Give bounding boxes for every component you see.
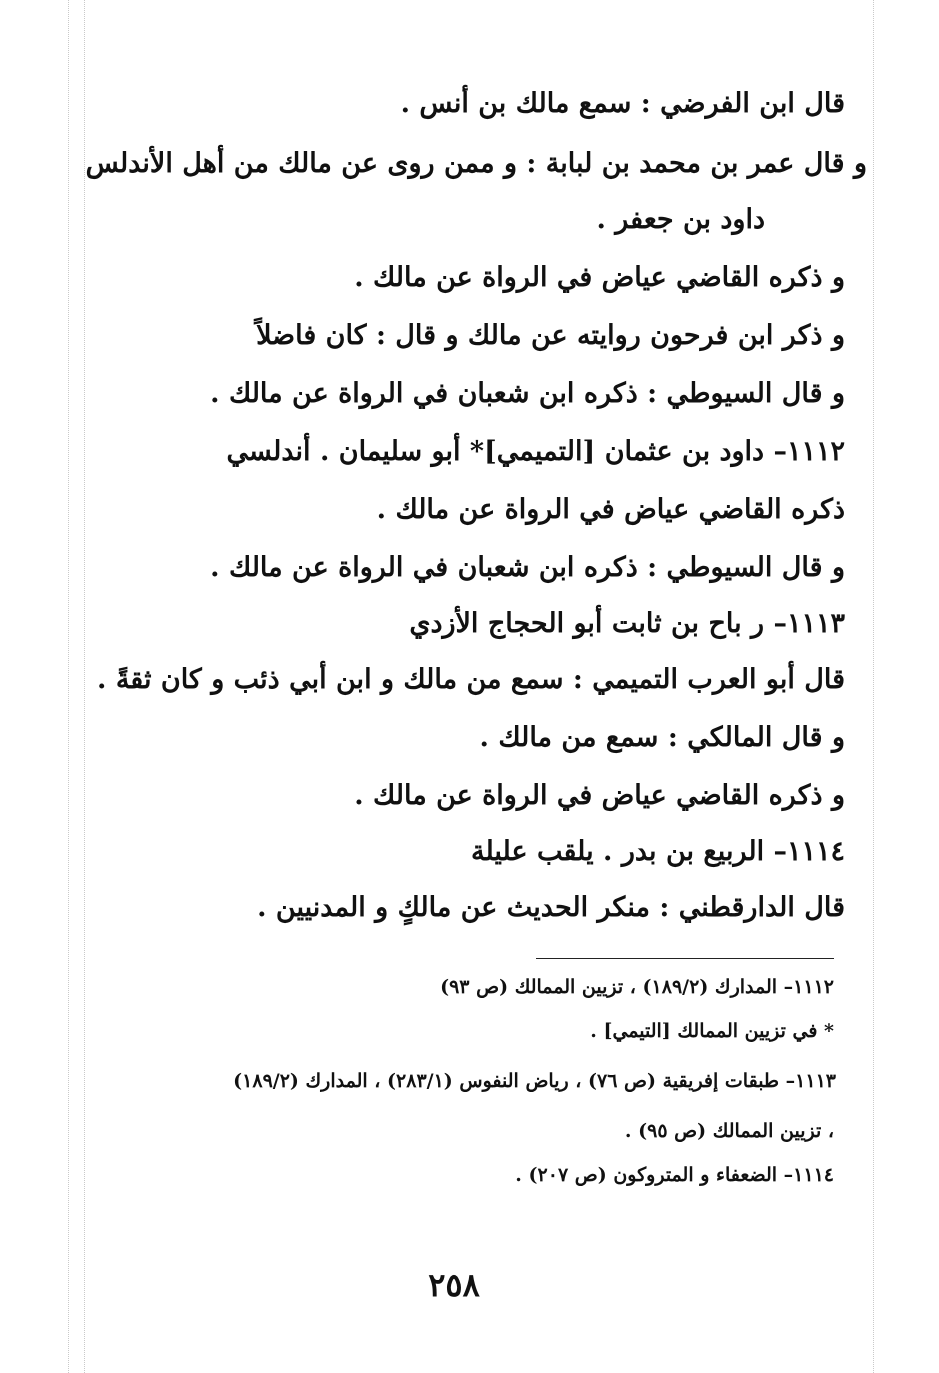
body-line: قال أبو العرب التميمي : سمع من مالك و ابن أبي ذئب و كان ثقةً .: [97, 664, 845, 695]
footnote-line: ١١١٤– الضعفاء و المتروكون (ص ٢٠٧) .: [515, 1164, 834, 1186]
footnote-line: * في تزيين الممالك [التيمي] .: [590, 1020, 834, 1042]
body-line: و قال المالكي : سمع من مالك .: [479, 722, 845, 753]
body-line: و قال السيوطي : ذكره ابن شعبان في الرواة عن مالك .: [210, 378, 845, 409]
entry-heading: ١١١٢– داود بن عثمان [التميمي]* أبو سليمان . أندلسي: [226, 436, 845, 467]
body-line: ذكره القاضي عياض في الرواة عن مالك .: [376, 494, 845, 525]
body-line: قال ابن الفرضي : سمع مالك بن أنس .: [400, 88, 845, 119]
footnote-separator: [536, 958, 834, 959]
margin-dotted-line: [873, 0, 874, 1373]
body-line: و ذكره القاضي عياض في الرواة عن مالك .: [354, 780, 845, 811]
body-line: داود بن جعفر .: [596, 204, 765, 235]
footnote-line: ، تزيين الممالك (ص ٩٥) .: [624, 1120, 834, 1142]
page-number: ٢٥٨: [428, 1266, 480, 1304]
body-line: قال الدارقطني : منكر الحديث عن مالكٍ و المدنيين .: [257, 892, 845, 923]
entry-heading: ١١١٣– ر باح بن ثابت أبو الحجاج الأزدي: [409, 608, 845, 639]
body-line: و قال عمر بن محمد بن لبابة : و ممن روى عن مالك من أهل الأندلس: [85, 148, 867, 179]
body-line: و ذكر ابن فرحون روايته عن مالك و قال : كان فاضلاً: [256, 320, 845, 351]
footnote-line: ١١١٣– طبقات إفريقية (ص ٧٦) ، رياض النفوس (٢٨٣/١) ، المدارك (١٨٩/٢): [233, 1070, 836, 1092]
body-line: و قال السيوطي : ذكره ابن شعبان في الرواة عن مالك .: [210, 552, 845, 583]
entry-heading: ١١١٤– الربيع بن بدر . يلقب عليلة: [471, 836, 845, 867]
body-line: و ذكره القاضي عياض في الرواة عن مالك .: [354, 262, 845, 293]
footnote-line: ١١١٢– المدارك (١٨٩/٢) ، تزيين الممالك (ص ٩٣): [440, 976, 834, 998]
